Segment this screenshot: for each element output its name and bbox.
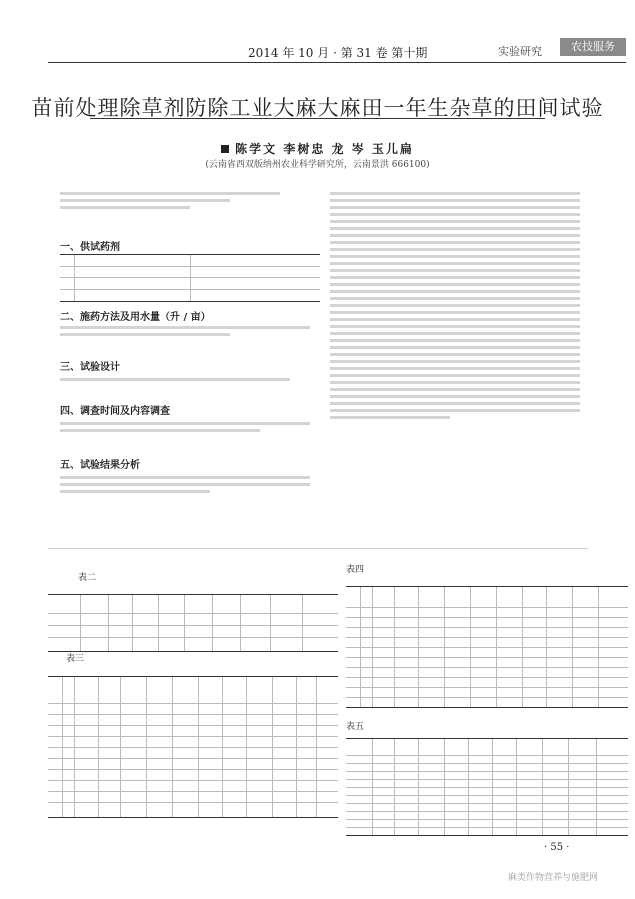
table-label: 表三 <box>66 654 85 664</box>
paragraph <box>60 374 310 385</box>
authors <box>0 140 635 157</box>
table-disease <box>346 586 628 708</box>
right-column-text <box>330 188 580 423</box>
section-label: 实验研究 <box>498 45 542 58</box>
table-label: 表二 <box>78 573 97 583</box>
section-heading: 五、试验结果分析 <box>60 460 140 471</box>
article-title: 苗前处理除草剂防除工业大麻大麻田一年生杂草的田间试验 <box>31 96 604 120</box>
section-heading: 二、施药方法及用水量（升 / 亩） <box>60 312 211 323</box>
meta-block <box>60 188 310 213</box>
journal-issue: 2014 年 10 月 · 第 31 卷 第十期 <box>248 46 428 60</box>
bullet-square <box>221 145 229 153</box>
table-yield <box>346 738 628 836</box>
paragraph <box>60 322 310 340</box>
table-label: 表四 <box>346 565 365 575</box>
author-names: 陈学文 李树忠 龙 岑 玉儿扁 <box>235 142 414 156</box>
section-heading: 三、试验设计 <box>60 362 120 373</box>
section-heading: 一、供试药剂 <box>60 242 120 253</box>
watermark: 麻类作物营养与施肥网 <box>508 873 599 883</box>
table-soil <box>48 594 338 652</box>
title-rule <box>90 118 545 119</box>
section-divider <box>48 548 588 549</box>
affiliation: (云南省西双版纳州农业科学研究所，云南景洪 666100) <box>205 160 430 170</box>
section-heading: 四、调查时间及内容调查 <box>60 406 170 417</box>
column-tag: 农技服务 <box>560 38 626 56</box>
paragraph <box>60 418 310 436</box>
table-label: 表五 <box>346 722 365 732</box>
chemical-table <box>60 254 320 302</box>
paragraph <box>60 472 310 497</box>
header-rule <box>48 62 626 63</box>
page-number: · 55 · <box>544 842 570 853</box>
table-phenology <box>48 676 338 818</box>
